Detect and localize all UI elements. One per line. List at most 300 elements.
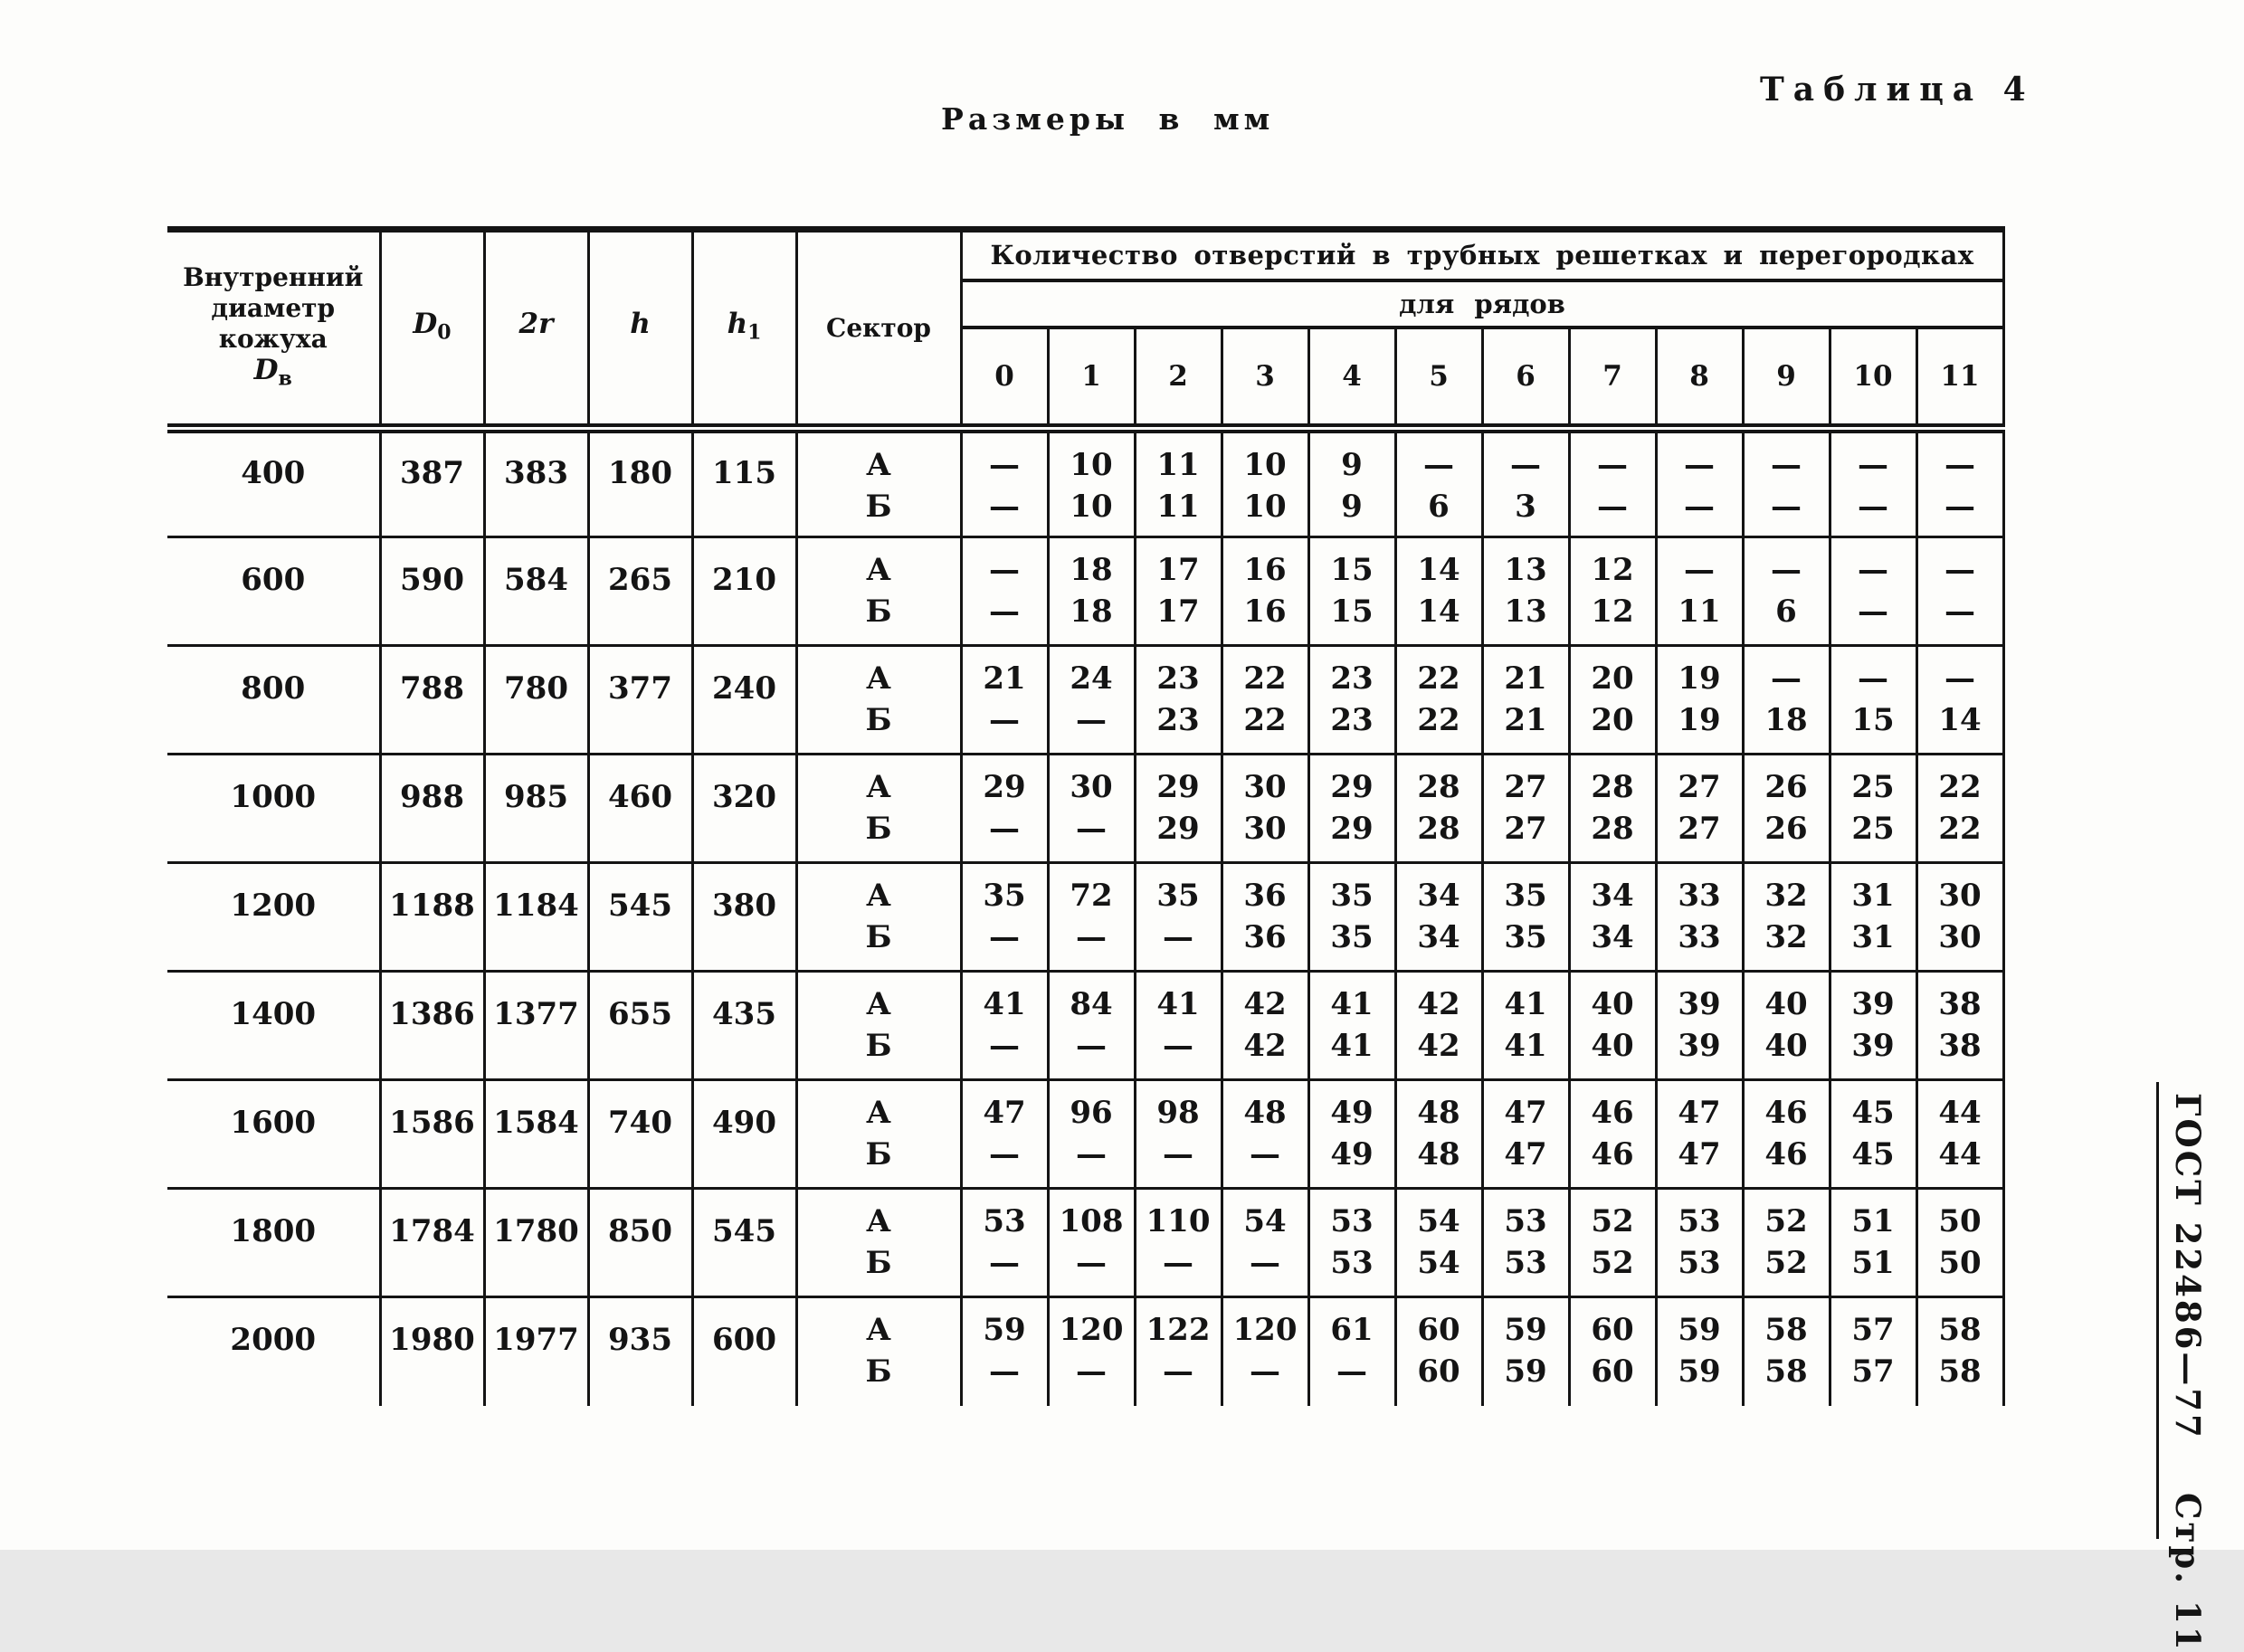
holes-count-cell [961,755,1048,863]
holes-count-cell [1830,1189,1916,1297]
holes-count-cell [1743,1297,1830,1406]
h-cell: 935 [588,1297,692,1406]
shell-diameter-cell: 1600 [167,1080,380,1189]
holes-count-sector-b: — [989,811,1020,847]
holes-count-sector-b: 59 [1504,1353,1547,1390]
holes-count-sector-a: — [1858,447,1888,483]
holes-count-sector-b: 29 [1330,811,1374,847]
h1-cell: 320 [692,755,796,863]
header-shell-diameter [167,230,380,429]
holes-count-sector-a: 58 [1764,1312,1808,1348]
holes-count-sector-a: 60 [1591,1312,1634,1348]
holes-count-cell [1482,1080,1569,1189]
holes-count-sector-a: 53 [983,1203,1026,1239]
holes-count-cell [961,1080,1048,1189]
holes-count-sector-b: 19 [1678,702,1721,738]
holes-count-sector-a: 34 [1591,878,1634,914]
holes-count-sector-a: 45 [1851,1095,1895,1131]
table-row [167,646,2003,755]
holes-count-cell [1222,646,1308,755]
row-number-header: 1 [1048,328,1135,429]
2r-cell: 1780 [484,1189,588,1297]
holes-count-sector-a: 13 [1504,552,1547,588]
holes-count-sector-a: 10 [1243,447,1287,483]
holes-count-cell [1830,755,1916,863]
holes-count-sector-a: 59 [983,1312,1026,1348]
header-holes-group: Количество отверстий в трубных решетках и перегородках [961,230,2003,280]
holes-count-sector-b: 33 [1678,919,1721,955]
header-shell-line2: диаметр [211,292,336,323]
holes-count-sector-a: 59 [1678,1312,1721,1348]
holes-count-cell [1048,755,1135,863]
header-shell-line3: кожуха [218,323,328,354]
holes-count-sector-a: 59 [1504,1312,1547,1348]
holes-count-cell [1308,863,1395,972]
holes-count-sector-b: 23 [1156,702,1200,738]
holes-count-sector-b: 22 [1417,702,1460,738]
h-cell: 377 [588,646,692,755]
page-number: Стр. 11 [2168,1492,2208,1652]
holes-count-sector-b: 6 [1428,489,1450,525]
holes-count-sector-a: — [1944,552,1975,588]
holes-count-cell [1569,646,1656,755]
sector-label: Б [865,919,892,955]
shell-diameter-cell: 1000 [167,755,380,863]
holes-count-sector-b: 11 [1156,489,1200,525]
holes-count-sector-b: 46 [1764,1136,1808,1173]
2r-cell: 1184 [484,863,588,972]
holes-count-sector-b: — [989,489,1020,525]
holes-count-cell [1830,1297,1916,1406]
h1-cell: 380 [692,863,796,972]
holes-count-cell [1743,972,1830,1080]
holes-count-cell [1743,646,1830,755]
holes-count-cell [1916,429,2003,537]
h1-cell: 210 [692,537,796,646]
holes-count-sector-b: 38 [1938,1028,1982,1064]
holes-count-sector-b: — [989,919,1020,955]
holes-count-sector-b: 21 [1504,702,1547,738]
sector-cell [796,1080,961,1189]
holes-count-cell [1830,429,1916,537]
holes-count-cell [1048,646,1135,755]
holes-count-sector-a: 16 [1243,552,1287,588]
holes-count-sector-b: 10 [1243,489,1287,525]
holes-count-cell [961,863,1048,972]
holes-count-cell [1135,1080,1222,1189]
holes-count-sector-a: 28 [1591,769,1634,805]
holes-count-cell [1482,646,1569,755]
holes-count-cell [1830,537,1916,646]
holes-count-sector-a: — [1944,447,1975,483]
holes-count-cell [1743,429,1830,537]
holes-count-cell [1135,646,1222,755]
holes-count-sector-a: 23 [1330,660,1374,697]
holes-count-sector-b: 30 [1938,919,1982,955]
holes-count-sector-b: 32 [1764,919,1808,955]
holes-count-sector-a: 48 [1417,1095,1460,1131]
holes-count-cell [1569,1189,1656,1297]
holes-count-cell [1743,863,1830,972]
holes-count-cell [1222,972,1308,1080]
holes-count-cell [1222,755,1308,863]
holes-count-cell [1569,1080,1656,1189]
holes-count-sector-b: — [1944,593,1975,630]
holes-count-cell [1482,429,1569,537]
holes-count-cell [1743,1080,1830,1189]
holes-count-sector-a: 52 [1764,1203,1808,1239]
holes-count-cell [961,972,1048,1080]
holes-count-cell [1916,1189,2003,1297]
holes-count-cell [1482,755,1569,863]
holes-count-sector-b: — [1684,489,1715,525]
d0-cell: 1784 [380,1189,484,1297]
holes-count-sector-b: 53 [1678,1245,1721,1281]
holes-count-sector-b: 18 [1070,593,1113,630]
2r-cell: 1584 [484,1080,588,1189]
holes-count-sector-a: 35 [1504,878,1547,914]
holes-count-sector-b: — [989,1245,1020,1281]
holes-count-sector-b: 18 [1764,702,1808,738]
holes-count-sector-b: 59 [1678,1353,1721,1390]
holes-count-cell [1656,972,1743,1080]
holes-count-sector-b: — [1076,1028,1107,1064]
holes-count-sector-a: 10 [1070,447,1113,483]
holes-count-sector-b: — [1250,1136,1280,1173]
units-label: Размеры в мм [941,101,1275,137]
sector-label: А [866,660,891,697]
holes-count-sector-b: 46 [1591,1136,1634,1173]
holes-count-sector-a: 96 [1070,1095,1113,1131]
row-number-header: 0 [961,328,1048,429]
row-number-header: 6 [1482,328,1569,429]
holes-count-sector-a: — [1858,552,1888,588]
holes-count-cell [1395,1189,1482,1297]
header-d0: $D_0$ [380,230,484,429]
holes-count-cell [1569,972,1656,1080]
holes-count-sector-a: 21 [1504,660,1547,697]
holes-count-sector-a: 29 [983,769,1026,805]
holes-count-sector-a: 41 [983,986,1026,1022]
holes-count-sector-a: 122 [1146,1312,1211,1348]
holes-count-sector-a: 22 [1417,660,1460,697]
2r-cell: 985 [484,755,588,863]
holes-count-sector-b: — [1163,1136,1193,1173]
holes-count-sector-a: 53 [1678,1203,1721,1239]
holes-count-sector-b: 54 [1417,1245,1460,1281]
holes-count-sector-b: 16 [1243,593,1287,630]
margin-rule [2156,1082,2159,1539]
holes-count-cell [1395,755,1482,863]
holes-count-cell [1308,646,1395,755]
holes-count-sector-a: 26 [1764,769,1808,805]
header-rows-subgroup: для рядов [961,280,2003,328]
holes-count-cell [1308,1189,1395,1297]
2r-cell: 780 [484,646,588,755]
holes-count-sector-a: 51 [1851,1203,1895,1239]
holes-count-sector-a: 49 [1330,1095,1374,1131]
holes-count-sector-b: 42 [1417,1028,1460,1064]
holes-count-sector-b: 22 [1938,811,1982,847]
d0-cell: 788 [380,646,484,755]
holes-count-cell [1656,1080,1743,1189]
row-number-header: 5 [1395,328,1482,429]
holes-count-sector-b: — [1076,1353,1107,1390]
h1-cell: 600 [692,1297,796,1406]
h-cell: 655 [588,972,692,1080]
holes-count-sector-a: 35 [1156,878,1200,914]
holes-count-cell [961,1297,1048,1406]
table-body [167,429,2003,1406]
sector-label: Б [865,1028,892,1064]
holes-count-sector-a: — [1510,447,1541,483]
shell-diameter-cell: 1200 [167,863,380,972]
holes-count-sector-a: 35 [1330,878,1374,914]
holes-count-sector-b: 15 [1330,593,1374,630]
holes-count-sector-a: 22 [1243,660,1287,697]
gost-page-stamp [2168,1093,2208,1652]
row-number-header: 8 [1656,328,1743,429]
holes-count-sector-b: 10 [1070,489,1113,525]
holes-count-cell [1048,972,1135,1080]
holes-count-sector-a: 120 [1232,1312,1298,1348]
holes-count-sector-a: 12 [1591,552,1634,588]
holes-count-sector-a: — [1423,447,1454,483]
holes-count-sector-b: 26 [1764,811,1808,847]
holes-count-cell [1135,537,1222,646]
holes-count-sector-a: 32 [1764,878,1808,914]
holes-count-sector-b: 14 [1938,702,1982,738]
holes-count-sector-a: — [1771,447,1802,483]
holes-count-sector-a: 40 [1591,986,1634,1022]
holes-count-sector-b: 6 [1775,593,1797,630]
holes-count-cell [1308,1297,1395,1406]
holes-count-sector-b: 30 [1243,811,1287,847]
holes-count-sector-b: 58 [1764,1353,1808,1390]
holes-count-sector-a: 24 [1070,660,1113,697]
holes-count-cell [1135,1297,1222,1406]
holes-count-sector-b: — [989,1353,1020,1390]
holes-count-cell [1135,429,1222,537]
row-number-header: 2 [1135,328,1222,429]
holes-count-cell [961,429,1048,537]
holes-count-sector-a: 54 [1243,1203,1287,1239]
holes-count-sector-a: 47 [1678,1095,1721,1131]
holes-count-sector-b: 39 [1851,1028,1895,1064]
holes-count-sector-a: 38 [1938,986,1982,1022]
holes-count-cell [1135,755,1222,863]
holes-count-sector-a: 47 [983,1095,1026,1131]
row-number-header: 10 [1830,328,1916,429]
holes-count-cell [961,646,1048,755]
row-number-header: 3 [1222,328,1308,429]
holes-count-sector-a: 33 [1678,878,1721,914]
holes-count-sector-a: 28 [1417,769,1460,805]
holes-count-cell [1222,429,1308,537]
holes-count-sector-a: — [1684,552,1715,588]
sector-label: Б [865,489,892,525]
holes-count-sector-a: 31 [1851,878,1895,914]
sector-label: А [866,878,891,914]
holes-count-sector-b: 52 [1591,1245,1634,1281]
holes-count-cell [1569,1297,1656,1406]
sector-label: Б [865,1136,892,1173]
shell-diameter-cell: 400 [167,429,380,537]
holes-count-cell [1916,1297,2003,1406]
table-row [167,972,2003,1080]
holes-count-sector-a: 9 [1341,447,1363,483]
holes-count-cell [1048,1080,1135,1189]
holes-count-sector-b: 57 [1851,1353,1895,1390]
holes-count-sector-a: 17 [1156,552,1200,588]
gost-number: ГОСТ 22486—77 [2168,1093,2208,1440]
header-shell-line1: Внутренний [183,261,364,292]
holes-count-sector-b: 41 [1330,1028,1374,1064]
holes-count-sector-a: 54 [1417,1203,1460,1239]
holes-count-sector-a: 84 [1070,986,1113,1022]
holes-count-cell [1916,537,2003,646]
holes-count-sector-b: 28 [1417,811,1460,847]
sector-cell [796,972,961,1080]
holes-count-sector-a: 19 [1678,660,1721,697]
holes-count-sector-b: 28 [1591,811,1634,847]
holes-count-sector-a: — [1944,660,1975,697]
holes-count-sector-a: 47 [1504,1095,1547,1131]
h1-cell: 435 [692,972,796,1080]
sector-label: А [866,1203,891,1239]
holes-count-cell [1395,646,1482,755]
d0-cell: 1188 [380,863,484,972]
holes-count-sector-a: 22 [1938,769,1982,805]
sector-cell [796,1189,961,1297]
holes-count-sector-b: 27 [1678,811,1721,847]
holes-count-cell [1916,755,2003,863]
holes-count-cell [1222,1080,1308,1189]
holes-count-sector-a: 72 [1070,878,1113,914]
holes-count-sector-b: 52 [1764,1245,1808,1281]
holes-count-cell [1395,1297,1482,1406]
holes-count-cell [1048,429,1135,537]
sector-label: Б [865,702,892,738]
holes-count-sector-b: 36 [1243,919,1287,955]
holes-count-sector-a: 110 [1146,1203,1211,1239]
h-cell: 740 [588,1080,692,1189]
holes-count-sector-a: 42 [1417,986,1460,1022]
holes-count-sector-b: 15 [1851,702,1895,738]
holes-count-sector-b: 3 [1515,489,1536,525]
holes-count-sector-b: 23 [1330,702,1374,738]
holes-count-sector-b: 50 [1938,1245,1982,1281]
holes-count-cell [1656,646,1743,755]
h1-cell: 545 [692,1189,796,1297]
table-row [167,755,2003,863]
sector-cell [796,646,961,755]
holes-count-cell [1482,1297,1569,1406]
h-cell: 180 [588,429,692,537]
d0-cell: 988 [380,755,484,863]
holes-count-sector-a: 41 [1504,986,1547,1022]
holes-count-cell [1395,1080,1482,1189]
holes-count-cell [1656,863,1743,972]
header-h1: $h_1$ [692,230,796,429]
holes-count-cell [1482,1189,1569,1297]
header-sector: Сектор [796,230,961,429]
holes-count-sector-b: 53 [1504,1245,1547,1281]
holes-count-sector-b: 40 [1764,1028,1808,1064]
holes-count-sector-b: 47 [1504,1136,1547,1173]
holes-count-sector-a: 29 [1330,769,1374,805]
row-number-header: 4 [1308,328,1395,429]
holes-count-cell [1916,972,2003,1080]
holes-count-cell [1048,1297,1135,1406]
sector-label: Б [865,1245,892,1281]
holes-count-sector-a: 15 [1330,552,1374,588]
holes-count-sector-a: 39 [1678,986,1721,1022]
holes-count-sector-b: 49 [1330,1136,1374,1173]
holes-count-sector-a: 53 [1330,1203,1374,1239]
holes-count-cell [1656,537,1743,646]
holes-count-sector-a: 52 [1591,1203,1634,1239]
holes-count-sector-b: — [1250,1353,1280,1390]
h-cell: 545 [588,863,692,972]
table-label: Таблица 4 [1760,71,2035,109]
holes-count-sector-a: 36 [1243,878,1287,914]
holes-count-sector-b: — [1858,593,1888,630]
table-row [167,429,2003,537]
holes-count-cell [1569,537,1656,646]
holes-count-sector-b: — [1250,1245,1280,1281]
holes-count-cell [961,1189,1048,1297]
holes-count-sector-a: 14 [1417,552,1460,588]
holes-count-sector-a: 35 [983,878,1026,914]
holes-count-cell [1743,537,1830,646]
holes-count-cell [1569,429,1656,537]
sector-cell [796,1297,961,1406]
sector-label: А [866,447,891,483]
holes-count-cell [1743,755,1830,863]
d0-cell: 387 [380,429,484,537]
holes-count-sector-b: 41 [1504,1028,1547,1064]
holes-count-cell [1743,1189,1830,1297]
sector-label: Б [865,593,892,630]
holes-count-sector-a: 21 [983,660,1026,697]
2r-cell: 1377 [484,972,588,1080]
table-row [167,537,2003,646]
holes-count-sector-a: 11 [1156,447,1200,483]
holes-count-sector-b: — [989,1136,1020,1173]
holes-count-cell [1135,863,1222,972]
sector-label: Б [865,811,892,847]
holes-count-sector-b: 44 [1938,1136,1982,1173]
holes-count-cell [1656,1189,1743,1297]
holes-count-sector-a: 30 [1938,878,1982,914]
table-row [167,1189,2003,1297]
holes-count-sector-a: — [1858,660,1888,697]
holes-count-cell [1916,646,2003,755]
holes-count-cell [1048,537,1135,646]
holes-count-cell [1395,972,1482,1080]
holes-count-sector-b: — [1858,489,1888,525]
holes-count-sector-a: 29 [1156,769,1200,805]
holes-count-sector-b: — [1076,1136,1107,1173]
d0-cell: 590 [380,537,484,646]
holes-count-sector-b: — [1163,1245,1193,1281]
holes-count-cell [1656,1297,1743,1406]
d0-cell: 1386 [380,972,484,1080]
holes-count-sector-b: 40 [1591,1028,1634,1064]
shell-diameter-cell: 600 [167,537,380,646]
sector-label: Б [865,1353,892,1390]
